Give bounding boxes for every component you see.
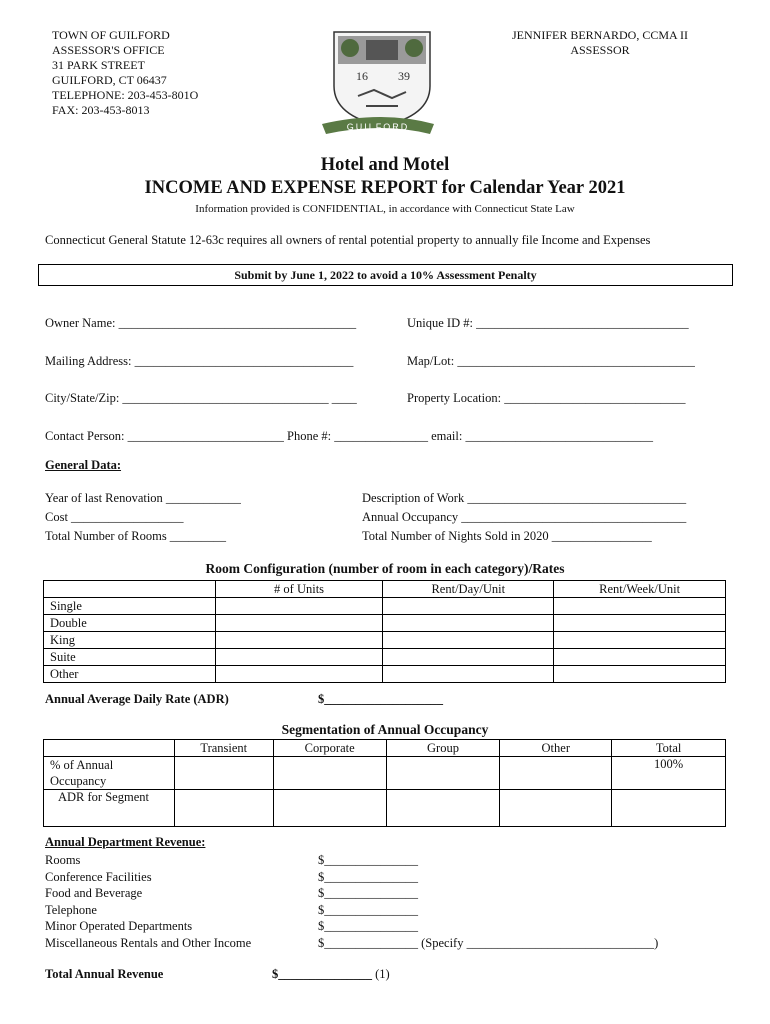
input-cell[interactable]: [215, 649, 383, 666]
input-cell[interactable]: [383, 666, 554, 683]
revenue-heading: Annual Department Revenue:: [45, 835, 206, 849]
revenue-field[interactable]: $_______________: [318, 902, 418, 917]
row-label: Single: [44, 598, 216, 615]
address-line: ASSESSOR'S OFFICE: [52, 43, 165, 57]
revenue-labels: [45, 852, 251, 951]
table-row: [44, 598, 726, 615]
input-cell[interactable]: [554, 598, 726, 615]
address-line: 31 PARK STREET: [52, 58, 145, 72]
property-location-field[interactable]: Property Location: _____________________________: [407, 391, 686, 405]
input-cell[interactable]: [386, 790, 500, 827]
total-revenue-value[interactable]: $_______________: [272, 967, 372, 981]
contact-line[interactable]: Contact Person: _________________________ Phone #: _______________ email: ______________________________: [45, 429, 653, 443]
map-lot-field[interactable]: Map/Lot: ______________________________________: [407, 354, 695, 368]
header-cell: [44, 740, 175, 757]
total-revenue-label: Total Annual Revenue: [45, 967, 164, 981]
assessor-name: JENNIFER BERNARDO, CCMA II: [511, 28, 688, 42]
mailing-address-field[interactable]: Mailing Address: ___________________________________: [45, 354, 354, 368]
segmentation-title: Segmentation of Annual Occupancy: [281, 722, 489, 737]
revenue-field[interactable]: $_______________: [318, 853, 418, 867]
input-cell[interactable]: [215, 615, 383, 632]
table-header-row: [44, 581, 726, 598]
room-config-table: [43, 580, 726, 683]
city-state-zip-field[interactable]: City/State/Zip: _________________________________ ____: [45, 391, 357, 405]
revenue-field[interactable]: $_______________: [318, 869, 418, 884]
address-line: FAX: 203-453-8013: [52, 103, 150, 117]
header-cell: [44, 581, 216, 598]
seal-year-left: 16: [356, 69, 368, 83]
general-data-heading: General Data:: [45, 458, 122, 472]
revenue-values: [318, 852, 658, 951]
revenue-label: Conference Facilities: [45, 869, 152, 884]
form-title-line2: INCOME AND EXPENSE REPORT for Calendar Year 2021: [144, 178, 626, 198]
header-cell: Rent/Week/Unit: [554, 581, 726, 598]
assessor-title: ASSESSOR: [570, 43, 630, 57]
adr-field[interactable]: $___________________: [318, 692, 443, 706]
adr-label: Annual Average Daily Rate (ADR): [45, 692, 229, 706]
input-cell[interactable]: [554, 615, 726, 632]
confidential-note: Information provided is CONFIDENTIAL, in accordance with Connecticut State Law: [195, 203, 575, 215]
unique-id-field[interactable]: Unique ID #: __________________________________: [407, 316, 689, 330]
table-row: [44, 649, 726, 666]
revenue-label: Telephone: [45, 902, 97, 917]
input-cell[interactable]: [500, 790, 612, 827]
cost-field[interactable]: Cost __________________: [45, 510, 184, 524]
row-label: Double: [44, 615, 216, 632]
seal-year-right: 39: [398, 69, 410, 83]
segmentation-table: [43, 739, 726, 827]
revenue-label: Miscellaneous Rentals and Other Income: [45, 935, 252, 950]
total-percent: 100%: [612, 757, 726, 790]
address-line: GUILFORD, CT 06437: [52, 73, 167, 87]
header-cell: Other: [500, 740, 612, 757]
input-cell[interactable]: [500, 757, 612, 790]
input-cell[interactable]: [612, 790, 726, 827]
input-cell[interactable]: [215, 598, 383, 615]
address-line: TELEPHONE: 203-453-801O: [52, 88, 199, 102]
table-row: [44, 666, 726, 683]
input-cell[interactable]: [174, 790, 273, 827]
table-row: [44, 790, 726, 827]
revenue-field[interactable]: $_______________: [318, 886, 418, 900]
office-address: [52, 28, 198, 118]
assessor-info: [490, 28, 710, 58]
revenue-field[interactable]: $_______________: [318, 919, 418, 933]
address-line: TOWN OF GUILFORD: [52, 28, 170, 42]
input-cell[interactable]: [273, 790, 386, 827]
input-cell[interactable]: [554, 666, 726, 683]
row-label: Suite: [44, 649, 216, 666]
nights-sold-field[interactable]: Total Number of Nights Sold in 2020 ________________: [362, 529, 652, 543]
input-cell[interactable]: [215, 632, 383, 649]
row-label: Other: [44, 666, 216, 683]
input-cell[interactable]: [383, 649, 554, 666]
renovation-year-field[interactable]: Year of last Renovation ____________: [45, 491, 241, 505]
owner-name-field[interactable]: Owner Name: ______________________________________: [45, 316, 357, 330]
row-label: King: [44, 632, 216, 649]
seal-banner: GUILFORD: [346, 122, 410, 132]
total-revenue-field[interactable]: [272, 967, 390, 982]
work-description-field[interactable]: Description of Work ___________________________________: [362, 491, 687, 505]
input-cell[interactable]: [386, 757, 500, 790]
header-cell: Total: [612, 740, 726, 757]
table-row: [44, 632, 726, 649]
input-cell[interactable]: [273, 757, 386, 790]
header-cell: Group: [386, 740, 500, 757]
input-cell[interactable]: [383, 615, 554, 632]
header-cell: Rent/Day/Unit: [383, 581, 554, 598]
room-config-title: Room Configuration (number of room in each category)/Rates: [205, 561, 565, 576]
penalty-banner: Submit by June 1, 2022 to avoid a 10% Assessment Penalty: [38, 264, 733, 286]
table-row: [44, 757, 726, 790]
row-label: ADR for Segment: [44, 790, 175, 827]
input-cell[interactable]: [383, 632, 554, 649]
header-cell: # of Units: [215, 581, 383, 598]
input-cell[interactable]: [554, 649, 726, 666]
input-cell[interactable]: [383, 598, 554, 615]
row-label: % of Annual Occupancy: [44, 757, 175, 790]
input-cell[interactable]: [554, 632, 726, 649]
input-cell[interactable]: [215, 666, 383, 683]
town-seal: [318, 26, 438, 138]
input-cell[interactable]: [174, 757, 273, 790]
revenue-field[interactable]: $_______________ (Specify ______________________________): [318, 935, 659, 950]
total-rooms-field[interactable]: Total Number of Rooms _________: [45, 529, 227, 543]
header-cell: Transient: [174, 740, 273, 757]
statute-text: Connecticut General Statute 12-63c requires all owners of rental potential property to annually file Income and Expenses: [45, 233, 651, 247]
table-row: [44, 615, 726, 632]
footnote-marker: (1): [375, 967, 390, 981]
header-cell: Corporate: [273, 740, 386, 757]
form-title-line1: Hotel and Motel: [320, 155, 450, 175]
revenue-label: Food and Beverage: [45, 886, 143, 900]
revenue-label: Rooms: [45, 853, 81, 867]
table-header-row: [44, 740, 726, 757]
annual-occupancy-field[interactable]: Annual Occupancy ____________________________________: [362, 510, 687, 524]
revenue-label: Minor Operated Departments: [45, 919, 193, 933]
